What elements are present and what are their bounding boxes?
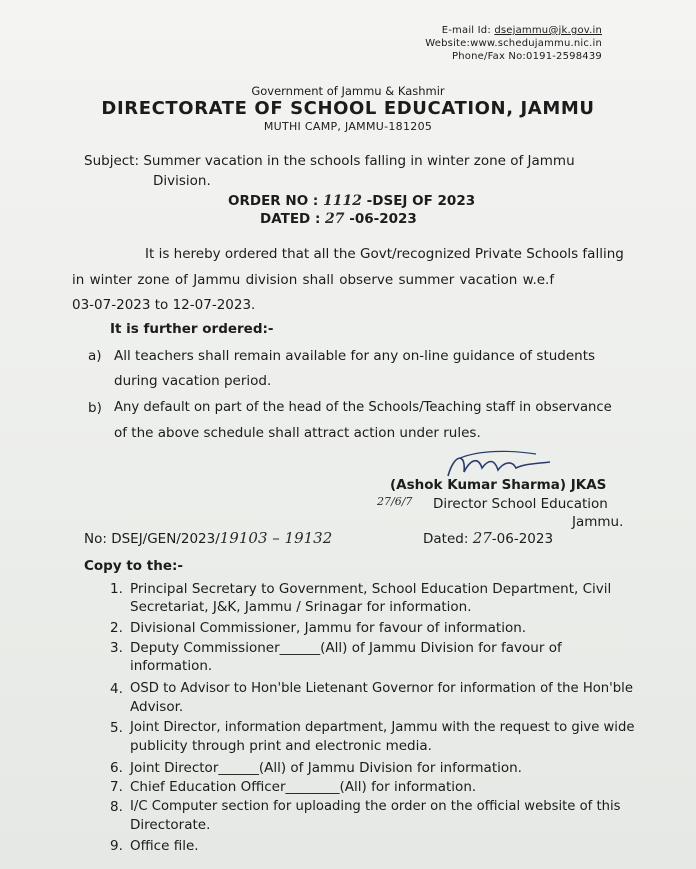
website-line: Website:www.schedujammu.nic.in: [425, 38, 602, 49]
order-number: [228, 193, 475, 209]
subject-continuation: Division.: [153, 173, 211, 189]
phone-line: Phone/Fax No:0191-2598439: [452, 51, 602, 62]
copy-item-9-line1: Office file.: [130, 838, 199, 854]
copy-item-5-num: 5.: [110, 720, 123, 736]
directorate-title: DIRECTORATE OF SCHOOL EDUCATION, JAMMU: [101, 98, 595, 119]
signatory-name: (Ashok Kumar Sharma) JKAS: [390, 477, 607, 493]
email-link[interactable]: dsejammu@jk.gov.in: [494, 25, 602, 36]
order-dated-suffix: -06-2023: [349, 211, 417, 227]
subject-label: Subject:: [84, 153, 140, 169]
copy-item-6-num: 6.: [110, 760, 123, 776]
clause-a-line1: All teachers shall remain available for any on-line guidance of students: [114, 348, 596, 364]
order-date: [260, 211, 417, 227]
copy-item-5-line1: Joint Director, information department, Jammu with the request to give wide: [130, 720, 635, 735]
signatory-place: Jammu.: [572, 514, 624, 530]
copy-item-5-line2: publicity through print and electronic media.: [130, 738, 432, 754]
reference-dated-handwritten: 27: [472, 529, 492, 547]
order-paragraph-line2: in winter zone of Jammu division shall observe summer vacation w.e.f: [72, 272, 555, 288]
copy-item-1-num: 1.: [110, 581, 123, 597]
copy-item-7-line1: Chief Education Officer________(All) for information.: [130, 779, 477, 795]
clause-b-line1: Any default on part of the head of the Schools/Teaching staff in observance: [114, 400, 612, 415]
copy-item-3-line2: information.: [130, 658, 213, 674]
signatory-title: Director School Education: [433, 496, 608, 512]
copy-item-1-line1: Principal Secretary to Government, School Education Department, Civil: [130, 581, 612, 597]
copy-item-4-num: 4.: [110, 681, 123, 697]
reference-label: No: DSEJ/GEN/2023/: [84, 531, 220, 547]
copy-item-2-line1: Divisional Commissioner, Jammu for favour of information.: [130, 620, 527, 636]
order-no-handwritten: 1112: [322, 193, 362, 209]
copy-item-2-num: 2.: [110, 620, 123, 636]
government-name: Government of Jammu & Kashmir: [251, 84, 445, 98]
copy-item-3-line1: Deputy Commissioner______(All) of Jammu Division for favour of: [130, 640, 562, 656]
further-ordered-heading: It is further ordered:-: [110, 321, 274, 337]
order-paragraph-line1: It is hereby ordered that all the Govt/recognized Private Schools falling: [145, 246, 624, 262]
copy-item-8-line1: I/C Computer section for uploading the order on the official website of this: [130, 799, 621, 814]
directorate-address: MUTHI CAMP, JAMMU-181205: [263, 120, 433, 133]
copy-item-8-num: 8.: [110, 799, 123, 815]
copy-to-heading: Copy to the:-: [84, 558, 183, 574]
clause-a-label: a): [88, 348, 102, 364]
copy-item-7-num: 7.: [110, 779, 123, 795]
order-suffix: -DSEJ OF 2023: [366, 193, 476, 209]
order-label: ORDER NO :: [228, 193, 319, 209]
copy-item-3-num: 3.: [110, 640, 123, 656]
order-dated-handwritten: 27: [325, 211, 345, 227]
reference-date: [423, 529, 553, 547]
copy-item-8-line2: Directorate.: [130, 817, 211, 833]
copy-item-9-num: 9.: [110, 838, 123, 854]
reference-number: [84, 529, 332, 547]
subject-line: [84, 153, 575, 169]
order-paragraph-line3: 03-07-2023 to 12-07-2023.: [72, 297, 256, 313]
copy-item-4-line2: Advisor.: [130, 699, 184, 715]
signature-handwritten-date: 27/6/7: [377, 495, 413, 508]
order-dated-label: DATED :: [260, 211, 321, 227]
copy-item-6-line1: Joint Director______(All) of Jammu Division for information.: [130, 760, 522, 776]
clause-a-line2: during vacation period.: [114, 373, 272, 389]
reference-dated-suffix: -06-2023: [491, 531, 554, 547]
copy-item-1-line2: Secretariat, J&K, Jammu / Srinagar for information.: [130, 599, 472, 615]
subject-text: Summer vacation in the schools falling in winter zone of Jammu: [143, 153, 575, 169]
reference-dated-label: Dated:: [423, 531, 469, 547]
clause-b-line2: of the above schedule shall attract action under rules.: [114, 425, 481, 441]
email-line: [442, 24, 602, 37]
reference-handwritten: 19103 – 19132: [219, 529, 333, 547]
email-label: E-mail Id:: [441, 25, 491, 36]
clause-b-label: b): [88, 400, 102, 416]
copy-item-4-line1: OSD to Advisor to Hon'ble Lietenant Governor for information of the Hon'ble: [130, 681, 633, 696]
